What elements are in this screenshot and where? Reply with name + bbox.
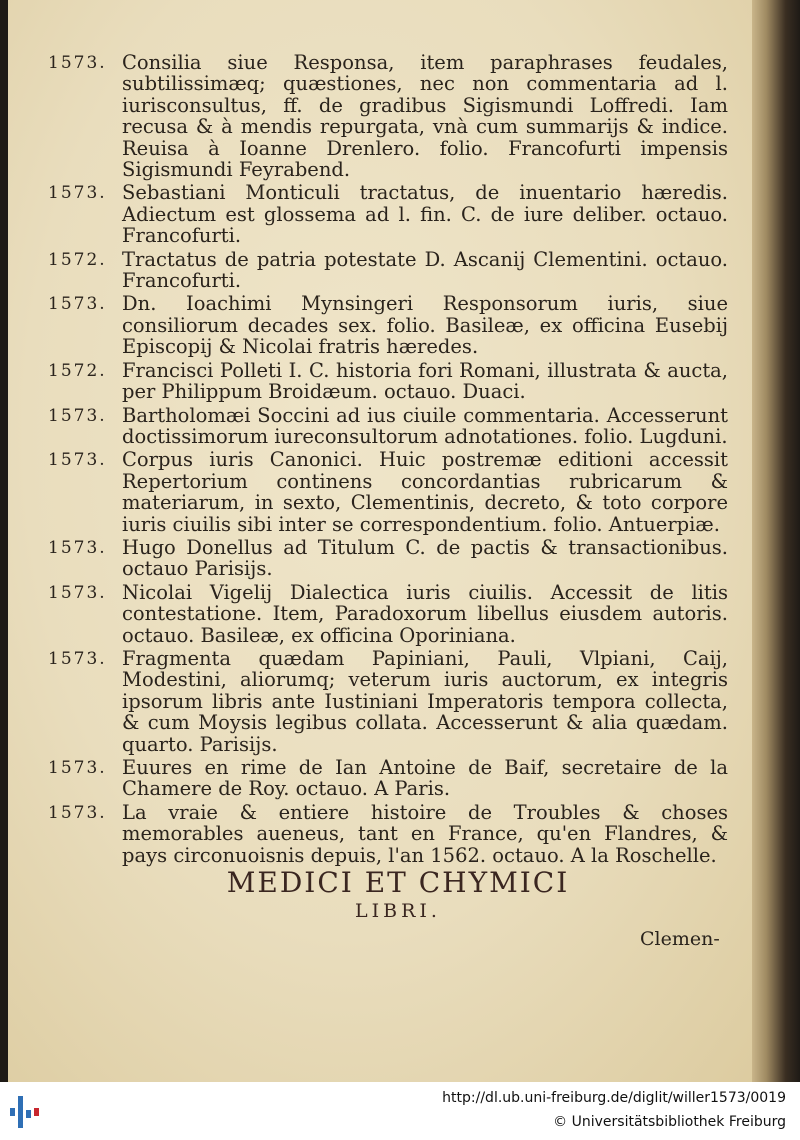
entry-year: 1573. bbox=[48, 450, 107, 471]
entry-year: 1573. bbox=[48, 294, 107, 315]
entry-year: 1573. bbox=[48, 802, 107, 823]
catalog-entry bbox=[48, 648, 728, 755]
entry-text: Fragmenta quædam Papiniani, Pauli, Vlpiani, Caij, Modestini, aliorumq; veterum iuris auctorum, ex integris ipsorum libris ante Iustiniani Imperatoris tempora collecta, & cum Moysis legibus collata. Accesserunt & alia quædam. quarto. Parisijs. bbox=[122, 646, 728, 756]
entry-text: Bartholomæi Soccini ad ius ciuile commentaria. Accesserunt doctissimorum iureconsultorum adnotationes. folio. Lugduni. bbox=[122, 403, 728, 448]
entry-text: Dn. Ioachimi Mynsingeri Responsorum iuris, siue consiliorum decades sex. folio. Basileæ, ex officina Eusebij Episcopij & Nicolai fratris hæredes. bbox=[122, 292, 728, 359]
catalog-entry bbox=[48, 449, 728, 535]
entry-text: Francisci Polleti I. C. historia fori Romani, illustrata & aucta, per Philippum Broidæum. octauo. Duaci. bbox=[122, 358, 728, 404]
entry-text: Consilia siue Responsa, item paraphrases feudales, subtilissimæq; quæstiones, nec non commentaria ad l. iurisconsultus, ff. de gradibus Sigismundi Loffredi. Iam recusa & à mendis repurgata, vnà cum summarijs & indice. Reuisa à Ioanne Drenlero. folio. Francofurti impensis Sigismundi Feyrabend. bbox=[122, 51, 728, 182]
catalog-entry bbox=[48, 757, 728, 800]
entry-year: 1573. bbox=[48, 758, 107, 778]
page-edge bbox=[752, 0, 800, 1082]
entry-text: Euures en rime de Ian Antoine de Baif, secretaire de la Chamere de Roy. octauo. A Paris. bbox=[122, 756, 728, 801]
entry-year: 1572. bbox=[48, 249, 107, 270]
copyright-text: © Universitätsbibliothek Freiburg bbox=[553, 1114, 786, 1130]
section-title: MEDICI ET CHYMICI bbox=[226, 866, 570, 899]
catalog-entry bbox=[48, 52, 728, 180]
catalog-entry bbox=[48, 537, 728, 580]
book-page bbox=[8, 0, 768, 1082]
entry-list bbox=[48, 52, 728, 868]
library-logo-icon bbox=[6, 1090, 52, 1134]
viewer-footer bbox=[0, 1082, 800, 1140]
catalog-entry bbox=[48, 802, 728, 866]
entry-year: 1573. bbox=[48, 582, 107, 603]
catalog-entry bbox=[48, 182, 728, 246]
entry-year: 1573. bbox=[48, 405, 107, 426]
entry-text: Nicolai Vigelij Dialectica iuris ciuilis. Accessit de litis contestatione. Item, Paradoxorum libellus eiusdem autoris. octauo. Basileæ, ex officina Oporiniana. bbox=[122, 580, 728, 647]
entry-year: 1573. bbox=[48, 537, 107, 558]
catalog-entry bbox=[48, 293, 728, 357]
entry-year: 1572. bbox=[48, 360, 107, 381]
catalog-entry bbox=[48, 582, 728, 646]
catalog-entry bbox=[48, 249, 728, 292]
entry-text: La vraie & entiere histoire de Troubles & choses memorables aueneus, tant en France, qu'en Flandres, & pays circonuoisnis depuis, l'an 1562. octauo. A la Roschelle. bbox=[122, 800, 728, 867]
catalog-entry bbox=[48, 360, 728, 403]
entry-text: Sebastiani Monticuli tractatus, de inuentario hæredis. Adiectum est glossema ad l. fin. C. de iure deliber. octauo. Francofurti. bbox=[122, 181, 728, 248]
entry-text: Hugo Donellus ad Titulum C. de pactis & transactionibus. octauo Parisijs. bbox=[122, 535, 728, 581]
permalink-url[interactable]: http://dl.ub.uni-freiburg.de/diglit/willer1573/0019 bbox=[442, 1090, 786, 1106]
entry-text: Tractatus de patria potestate D. Ascanij Clementini. octauo. Francofurti. bbox=[122, 247, 728, 293]
entry-text: Corpus iuris Canonici. Huic postremæ editioni accessit Repertorium continens concordantias rubricarum & materiarum, in sexto, Clementinis, decreto, & toto corpore iuris ciuilis sibi inter se correspondentium. folio. Antuerpiæ. bbox=[122, 448, 728, 536]
entry-year: 1573. bbox=[48, 183, 107, 204]
catalog-entry bbox=[48, 405, 728, 448]
section-subtitle: LIBRI. bbox=[355, 900, 441, 922]
entry-year: 1573. bbox=[48, 648, 107, 669]
catchword: Clemen- bbox=[640, 928, 720, 950]
entry-year: 1573. bbox=[48, 53, 107, 73]
